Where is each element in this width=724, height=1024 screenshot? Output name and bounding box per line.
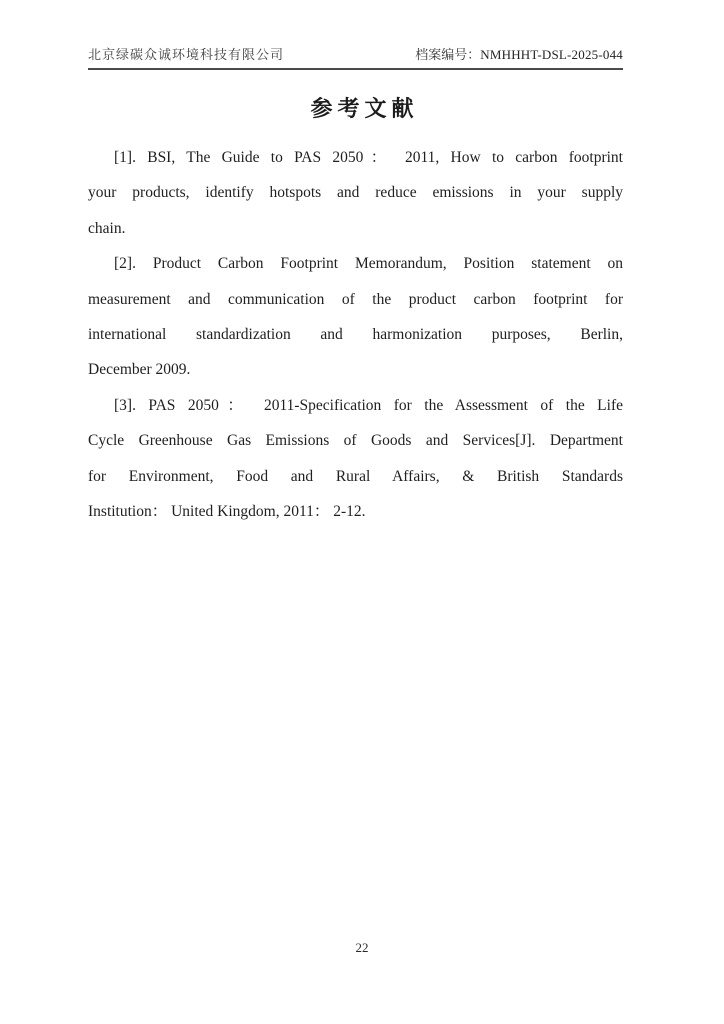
reference-line: Cycle Greenhouse Gas Emissions of Goods and Services[J]. Department (88, 432, 623, 450)
page-header (88, 47, 623, 70)
reference-item (88, 140, 623, 246)
page-title: 参考文献 (310, 96, 419, 121)
reference-item (88, 246, 623, 388)
archive-number-field (415, 47, 623, 63)
archive-number: NMHHHT-DSL-2025-044 (480, 47, 623, 62)
reference-item (88, 388, 623, 530)
reference-line: your products, identify hotspots and reduce emissions in your supply (88, 184, 623, 202)
references-section (88, 140, 623, 529)
reference-line: for Environment, Food and Rural Affairs, & British Standards (88, 467, 623, 485)
reference-line: [2]. Product Carbon Footprint Memorandum, Position statement on (114, 255, 623, 273)
reference-line: international standardization and harmonization purposes, Berlin, (88, 326, 623, 344)
page-footer (0, 940, 724, 956)
reference-line: [1]. BSI, The Guide to PAS 2050： 2011, How to carbon footprint (114, 149, 623, 166)
page-number: 22 (355, 940, 369, 955)
reference-line: December 2009. (88, 361, 191, 379)
reference-line: Institution： United Kingdom, 2011： 2-12. (88, 503, 366, 521)
reference-line: measurement and communication of the product carbon footprint for (88, 290, 623, 308)
company-name: 北京绿碳众诚环境科技有限公司 (88, 47, 285, 62)
archive-label: 档案编号： (415, 47, 481, 62)
reference-line: chain. (88, 219, 126, 237)
reference-line: [3]. PAS 2050： 2011-Specification for the Assessment of the Life (114, 396, 623, 414)
